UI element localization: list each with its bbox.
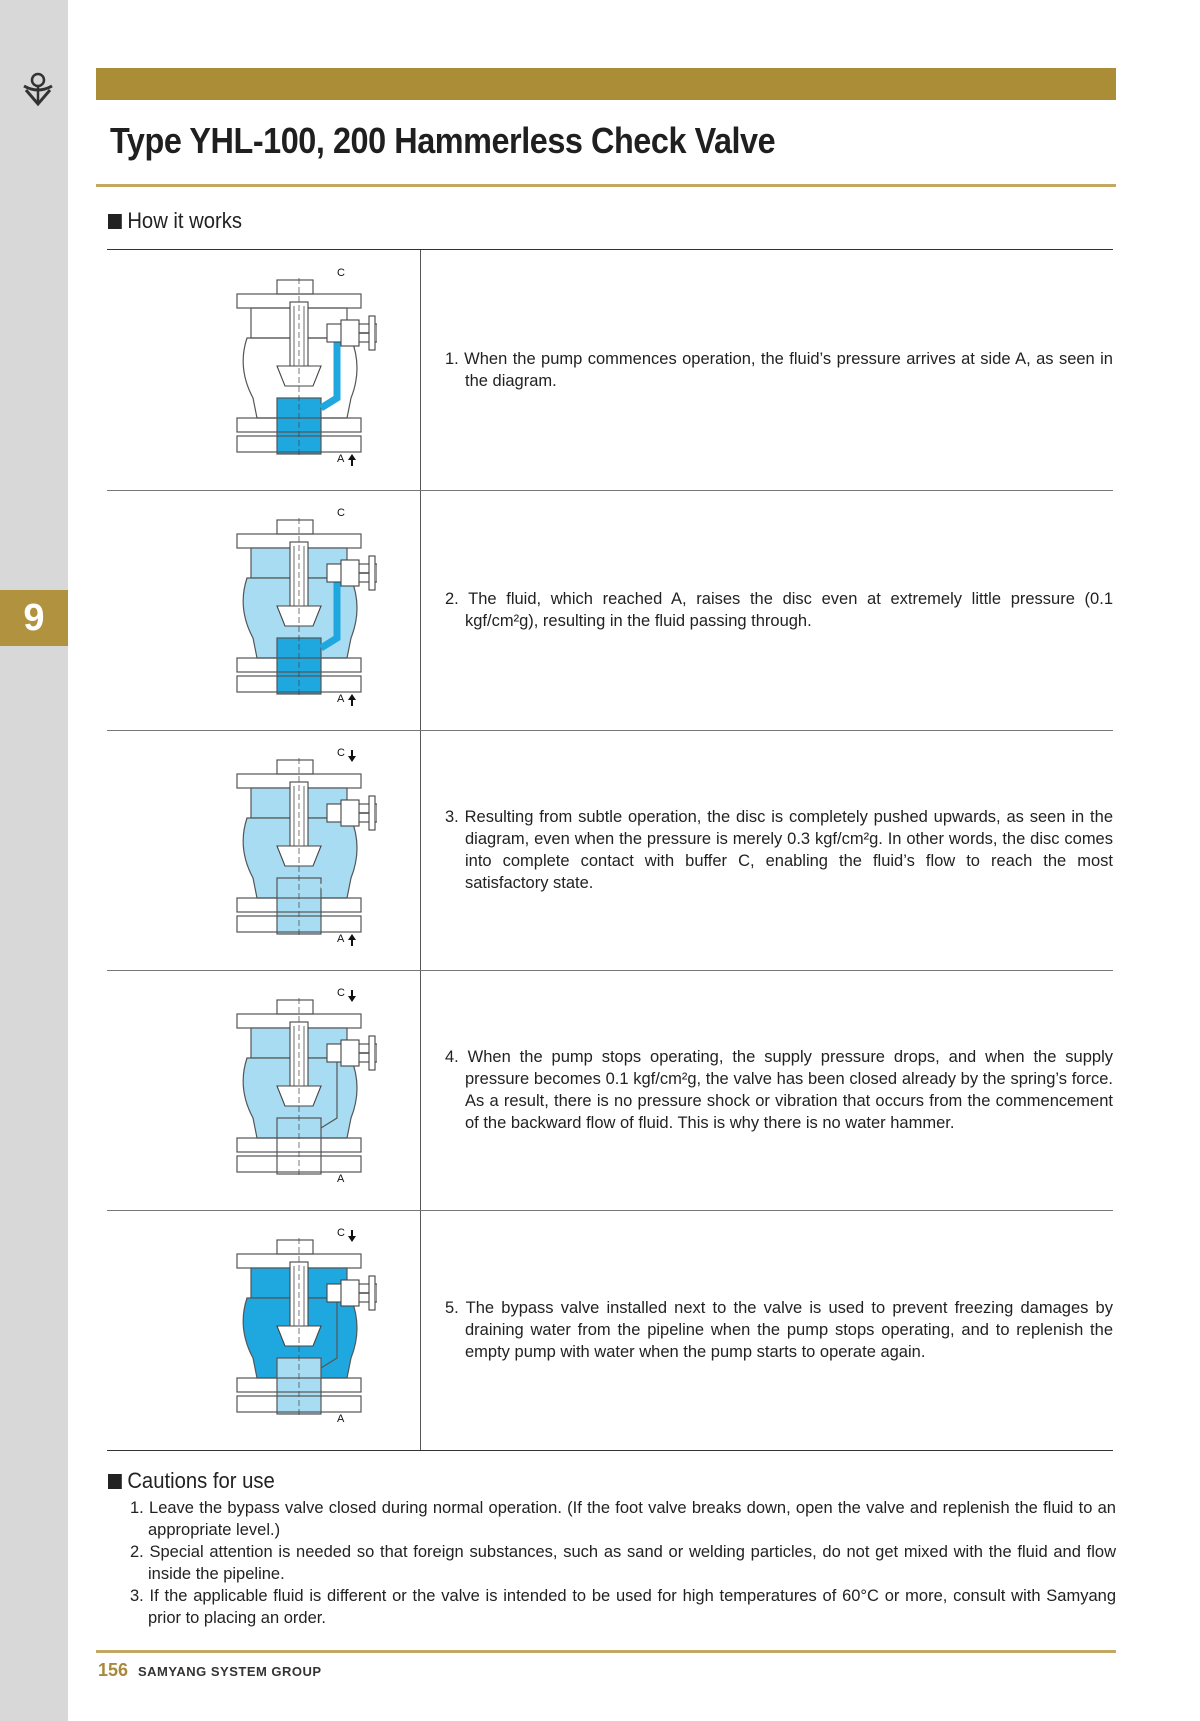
step-text-cell (445, 1210, 1113, 1450)
step-text: 4. When the pump stops operating, the supply pressure drops, and when the supply pressure becomes 0.1 kgf/cm²g, the valve has been closed already by the spring’s force. As a result, there is no pressure shock or vibration that occurs from the commencement of the backward flow of fluid. This is why there is no water hammer. (445, 1048, 1113, 1132)
section-heading-label: How it works (127, 208, 243, 233)
arrow-up-icon (348, 454, 356, 466)
steps-table (107, 249, 1113, 1451)
arrow-up-icon (348, 694, 356, 706)
label-c: C (337, 747, 345, 759)
valve-diagram (107, 490, 420, 730)
company-name: SAMYANG SYSTEM GROUP (138, 1664, 322, 1679)
step-text-cell (445, 250, 1113, 490)
footer-divider (96, 1650, 1116, 1653)
valve-diagram (107, 1210, 420, 1450)
arrow-down-icon (348, 750, 356, 762)
step-row (107, 250, 1113, 490)
step-row (107, 730, 1113, 970)
arrow-up-icon (348, 934, 356, 946)
valve-cross-section (177, 978, 377, 1198)
bullet-square-icon (108, 1474, 122, 1489)
samyang-logo-icon (18, 68, 58, 108)
side-strip (0, 0, 68, 1721)
valve-cross-section (177, 1218, 377, 1438)
valve-cross-section (177, 498, 377, 718)
valve-diagram (107, 730, 420, 970)
step-text: 2. The fluid, which reached A, raises the disc even at extremely little pressure (0.1 kgf/cm²g), resulting in the fluid passing through. (445, 590, 1113, 630)
step-text: 5. The bypass valve installed next to the valve is used to prevent freezing damages by draining water from the pipeline when the pump stops operating, and to replenish the empty pump with water when the pump starts to operate again. (445, 1299, 1113, 1361)
label-a: A (337, 933, 345, 945)
page-number: 156 (98, 1660, 129, 1680)
label-c: C (337, 1227, 345, 1239)
section-heading-cautions (108, 1468, 275, 1494)
title-divider (96, 184, 1116, 187)
step-row (107, 970, 1113, 1210)
step-text-cell (445, 730, 1113, 970)
step-text: 1. When the pump commences operation, the fluid’s pressure arrives at side A, as seen in the diagram. (445, 350, 1113, 390)
page-title: Type YHL-100, 200 Hammerless Check Valve (110, 120, 776, 161)
arrow-down-icon (348, 1230, 356, 1242)
step-row (107, 1210, 1113, 1450)
caution-item: 3. If the applicable fluid is different or the valve is intended to be used for high temperatures of 60°C or more, consult with Samyang prior to placing an order. (130, 1587, 1116, 1627)
bullet-square-icon (108, 214, 122, 229)
label-a: A (337, 1173, 345, 1185)
header-bar (96, 68, 1116, 100)
label-a: A (337, 1413, 345, 1425)
valve-diagram (107, 250, 420, 490)
section-heading-label: Cautions for use (127, 1468, 275, 1493)
cautions-list (130, 1497, 1116, 1629)
step-text-cell (445, 490, 1113, 730)
step-row (107, 490, 1113, 730)
chapter-tab: 9 (0, 590, 68, 646)
label-c: C (337, 267, 345, 279)
label-a: A (337, 453, 345, 465)
section-heading-how-it-works (108, 208, 242, 234)
step-text: 3. Resulting from subtle operation, the disc is completely pushed upwards, as seen in the diagram, even when the pressure is merely 0.3 kgf/cm²g. In other words, the disc comes into complete contact with buffer C, enabling the fluid’s flow to reach the most satisfactory state. (445, 808, 1113, 892)
valve-diagram (107, 970, 420, 1210)
caution-item: 2. Special attention is needed so that foreign substances, such as sand or welding particles, do not get mixed with the fluid and flow inside the pipeline. (130, 1543, 1116, 1583)
label-c: C (337, 507, 345, 519)
step-text-cell (445, 970, 1113, 1210)
caution-item: 1. Leave the bypass valve closed during normal operation. (If the foot valve breaks down, open the valve and replenish the fluid to an appropriate level.) (130, 1499, 1116, 1539)
valve-cross-section (177, 258, 377, 478)
arrow-down-icon (348, 990, 356, 1002)
valve-cross-section (177, 738, 377, 958)
label-a: A (337, 693, 345, 705)
label-c: C (337, 987, 345, 999)
